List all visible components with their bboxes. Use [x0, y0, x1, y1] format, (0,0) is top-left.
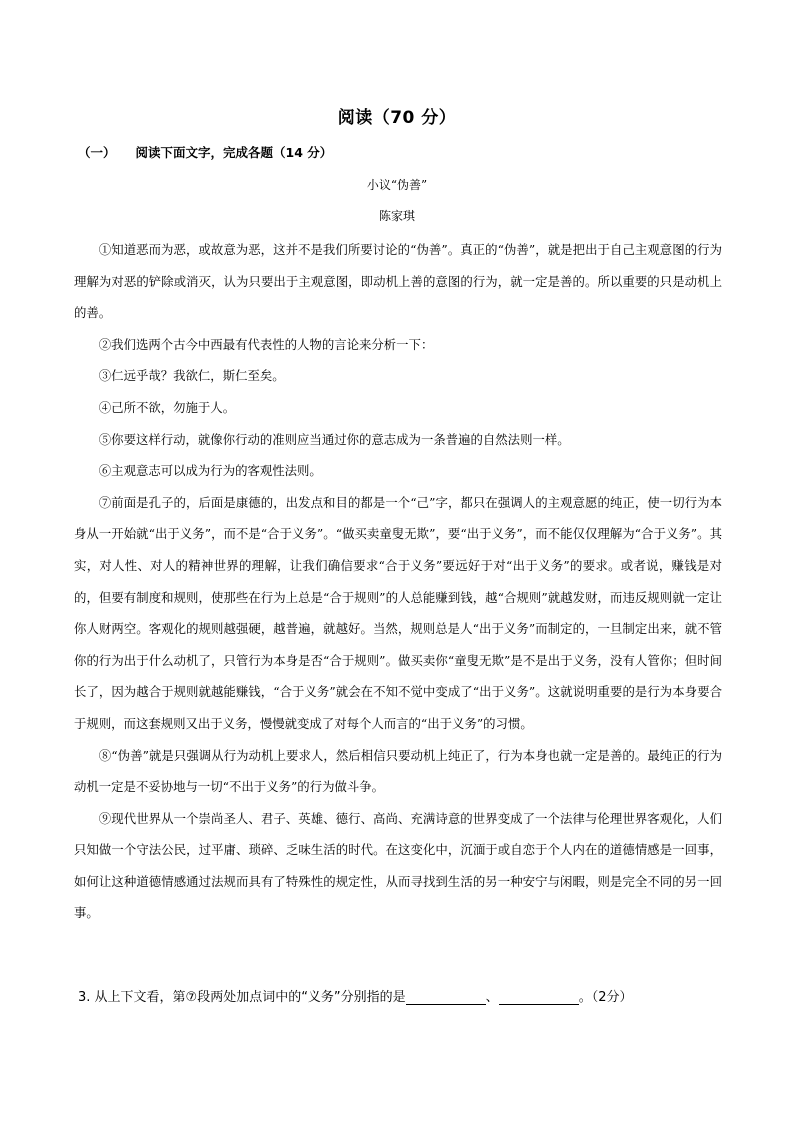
answer-blank-2[interactable] — [499, 990, 579, 1005]
paragraph-9: ⑨现代世界从一个崇尚圣人、君子、英雄、德行、高尚、充满诗意的世界变成了一个法律与伦理世界客观化，人们只知做一个守法公民，过平庸、琐碎、乏味生活的时代。在这变化中，沉湎于或自恋于个人内在的道德情感是一回事，如何让这种道德情感通过法规而具有了特殊性的规定性，从而寻找到生活的另一种安宁与闲暇，则是完全不同的另一回事。 — [74, 810, 722, 921]
article-body — [74, 234, 722, 929]
article-author: 陈家琪 — [378, 209, 415, 223]
paragraph-6: ⑥主观意志可以成为行为的客观性法则。 — [98, 463, 322, 479]
question-text: 3. 从上下文看，第⑦段两处加点词中的“义务”分别指的是 — [78, 990, 406, 1005]
question-score: 。（2分） — [578, 990, 633, 1005]
paragraph-8: ⑧“伪善”就是只强调从行为动机上要求人，然后相信只要动机上纯正了，行为本身也就一定是善的。最纯正的行为动机一定是不妥协地与一切“不出于义务”的行为做斗争。 — [74, 747, 722, 795]
answer-blank-1[interactable] — [406, 990, 486, 1005]
paragraph-5: ⑤你要这样行动，就像你行动的准则应当通过你的意志成为一条普遍的自然法则一样。 — [98, 431, 570, 447]
article-title: 小议“伪善” — [366, 178, 428, 192]
section-instruction: 阅读下面文字，完成各题（14 分） — [135, 145, 333, 160]
paragraph-1: ①知道恶而为恶，或故意为恶，这并不是我们所要讨论的“伪善”。真正的“伪善”，就是把出于自己主观意图的行为理解为对恶的铲除或消灭，认为只要出于主观意图，即动机上善的意图的行为，就一定是善的。所以重要的只是动机上的善。 — [74, 242, 722, 321]
page-title: 阅读（70 分） — [337, 108, 457, 128]
paragraph-2: ②我们选两个古今中西最有代表性的人物的言论来分析一下： — [98, 336, 434, 352]
question-separator: 、 — [485, 990, 499, 1005]
paragraph-3: ③仁远乎哉？我欲仁，斯仁至矣。 — [98, 368, 285, 384]
question-3 — [78, 986, 632, 1005]
paragraph-7: ⑦前面是孔子的，后面是康德的，出发点和目的都是一个“己”字，都只在强调人的主观意愿的纯正，使一切行为本身从一开始就“出于义务”，而不是“合于义务”。“做买卖童叟无欺”，要“出于义务”，而不能仅仅理解为“合于义务”。其实，对人性、对人的精神世界的理解，让我们确信要求“合于义务”要远好于对“出于义务”的要求。或者说，赚钱是对的，但要有制度和规则，使那些在行为上总是“合于规则”的人总能赚到钱，越“合规则”就越发财，而违反规则就一定让你人财两空。客观化的规则越强硬，越普遍，就越好。当然，规则总是人“出于义务”而制定的，一旦制定出来，就不管你的行为出于什么动机了，只管行为本身是否“合于规则”。做买卖你“童叟无欺”是不是出于义务，没有人管你；但时间长了，因为越合于规则就越能赚钱，“合于义务”就会在不知不觉中变成了“出于义务”。这就说明重要的是行为本身要合于规则，而这套规则又出于义务，慢慢就变成了对每个人而言的“出于义务”的习惯。 — [74, 494, 722, 731]
section-number: （一） — [78, 145, 116, 160]
paragraph-4: ④己所不欲，勿施于人。 — [98, 399, 236, 415]
section-header — [78, 143, 332, 161]
